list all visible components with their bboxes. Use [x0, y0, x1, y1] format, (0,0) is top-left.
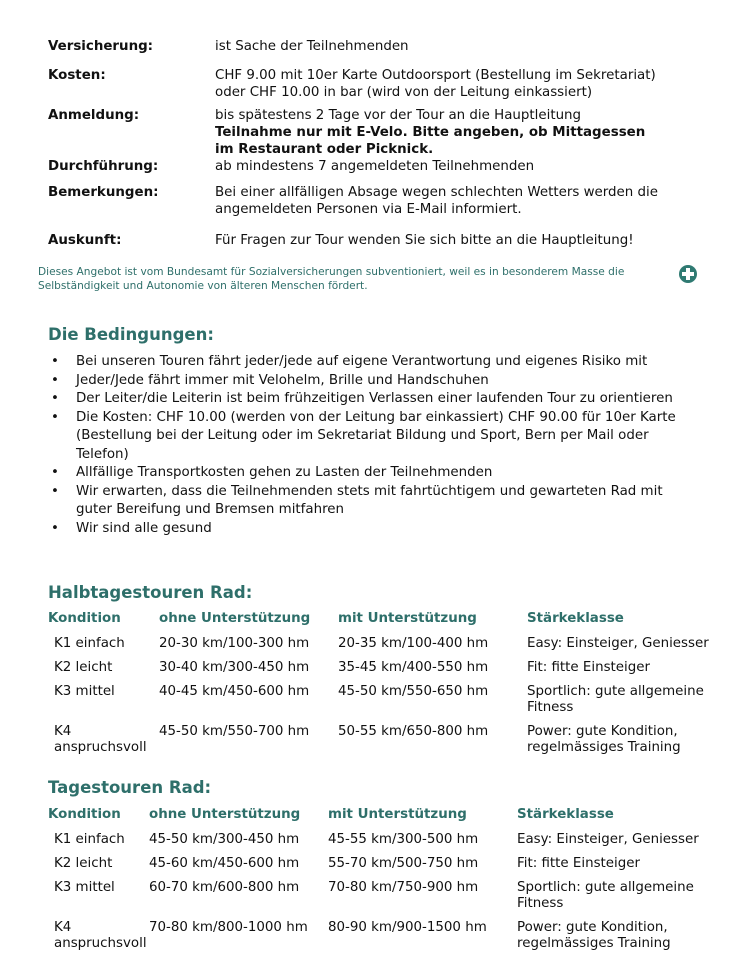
info-label: Kosten: — [48, 68, 106, 83]
full-day-table — [48, 807, 732, 960]
header-staerke: Stärkeklasse — [517, 807, 614, 822]
cell: 45-60 km/450-600 hm — [149, 856, 300, 871]
info-value: CHF 9.00 mit 10er Karte Outdoorsport (Bestellung im Sekretariat) — [215, 68, 656, 83]
header-mit: mit Unterstützung — [328, 807, 467, 822]
cell: K1 einfach — [54, 636, 125, 651]
full-day-title: Tagestouren Rad: — [48, 778, 212, 797]
info-label: Bemerkungen: — [48, 185, 159, 200]
cell: Sportlich: gute allgemeine Fitness — [527, 684, 704, 715]
table-row — [48, 920, 732, 960]
info-row-auskunft — [48, 232, 688, 249]
info-label: Durchführung: — [48, 159, 159, 174]
conditions-title: Die Bedingungen: — [48, 325, 214, 344]
cell: 35-45 km/400-550 hm — [338, 660, 489, 675]
list-item: • Der Leiter/die Leiterin ist beim frühzeitigen Verlassen einer laufenden Tour zu orientieren — [48, 390, 698, 409]
cell: 20-30 km/100-300 hm — [159, 636, 310, 651]
info-value: angemeldeten Personen via E-Mail informiert. — [215, 202, 522, 217]
list-item: • Bei unseren Touren fährt jeder/jede auf eigene Verantwortung und eigenes Risiko mit — [48, 353, 698, 372]
cell: Fit: fitte Einsteiger — [517, 856, 640, 871]
half-day-title: Halbtagestouren Rad: — [48, 583, 253, 602]
info-row-kosten — [48, 67, 688, 101]
header-kondition: Kondition — [48, 611, 121, 626]
cell: Fit: fitte Einsteiger — [527, 660, 650, 675]
cell: K1 einfach — [54, 832, 125, 847]
table-row — [48, 724, 732, 764]
cell: 50-55 km/650-800 hm — [338, 724, 489, 739]
table-header — [48, 807, 732, 832]
info-row-durchfuehrung — [48, 158, 688, 175]
cell: 45-50 km/550-650 hm — [338, 684, 489, 699]
cell: K3 mittel — [54, 684, 115, 699]
header-mit: mit Unterstützung — [338, 611, 477, 626]
info-value: bis spätestens 2 Tage vor der Tour an die Hauptleitung — [215, 108, 582, 123]
cell: Easy: Einsteiger, Geniesser — [527, 636, 709, 651]
header-staerke: Stärkeklasse — [527, 611, 624, 626]
cell: Easy: Einsteiger, Geniesser — [517, 832, 699, 847]
cell: K2 leicht — [54, 660, 113, 675]
half-day-table — [48, 611, 732, 764]
cell: 80-90 km/900-1500 hm — [328, 920, 487, 935]
info-row-versicherung — [48, 38, 688, 55]
conditions-list — [48, 353, 698, 538]
cell: 40-45 km/450-600 hm — [159, 684, 310, 699]
cell: 55-70 km/500-750 hm — [328, 856, 479, 871]
header-kondition: Kondition — [48, 807, 121, 822]
info-value: ist Sache der Teilnehmenden — [215, 39, 409, 54]
info-value: Bei einer allfälligen Absage wegen schlechten Wetters werden die — [215, 185, 659, 200]
table-row — [48, 684, 732, 724]
cell: 70-80 km/750-900 hm — [328, 880, 479, 895]
cell: K4 anspruchsvoll — [54, 724, 147, 755]
plus-circle-icon[interactable] — [679, 265, 697, 283]
header-ohne: ohne Unterstützung — [159, 611, 311, 626]
table-row — [48, 660, 732, 684]
info-row-bemerkungen — [48, 184, 688, 218]
list-item: • Die Kosten: CHF 10.00 (werden von der Leitung bar einkassiert) CHF 90.00 für 10er Karte (Bestellung bei der Leitung oder im Sekretariat Bildung und Sport, Bern per Mail oder Telefon) — [48, 409, 698, 465]
info-row-anmeldung — [48, 107, 688, 158]
list-item: • Wir erwarten, dass die Teilnehmenden stets mit fahrtüchtigem und gewarteten Rad mit guter Bereifung und Bremsen mitfahren — [48, 483, 698, 520]
info-table — [48, 38, 688, 249]
cell: 45-55 km/300-500 hm — [328, 832, 479, 847]
subsidy-note: Dieses Angebot ist vom Bundesamt für Sozialversicherungen subventioniert, weil es in besonderem Masse die Selbständigkeit und Autonomie von älteren Menschen fördert. — [38, 266, 625, 292]
info-label: Anmeldung: — [48, 108, 140, 123]
cell: 30-40 km/300-450 hm — [159, 660, 310, 675]
cell: Power: gute Kondition, regelmässiges Training — [517, 920, 671, 951]
list-item: • Wir sind alle gesund — [48, 520, 698, 539]
cell: K2 leicht — [54, 856, 113, 871]
cell: K4 anspruchsvoll — [54, 920, 147, 951]
info-label: Versicherung: — [48, 39, 154, 54]
header-ohne: ohne Unterstützung — [149, 807, 301, 822]
cell: Power: gute Kondition, regelmässiges Training — [527, 724, 681, 755]
info-value: oder CHF 10.00 in bar (wird von der Leitung einkassiert) — [215, 85, 593, 100]
cell: 60-70 km/600-800 hm — [149, 880, 300, 895]
table-header — [48, 611, 732, 636]
table-row — [48, 636, 732, 660]
table-row — [48, 856, 732, 880]
list-item: • Allfällige Transportkosten gehen zu Lasten der Teilnehmenden — [48, 464, 698, 483]
info-label: Auskunft: — [48, 233, 122, 248]
table-row — [48, 832, 732, 856]
cell: Sportlich: gute allgemeine Fitness — [517, 880, 694, 911]
cell: 45-50 km/300-450 hm — [149, 832, 300, 847]
cell: K3 mittel — [54, 880, 115, 895]
cell: 45-50 km/550-700 hm — [159, 724, 310, 739]
info-value: ab mindestens 7 angemeldeten Teilnehmenden — [215, 159, 535, 174]
list-item: • Jeder/Jede fährt immer mit Velohelm, Brille und Handschuhen — [48, 372, 698, 391]
info-value-bold: Teilnahme nur mit E-Velo. Bitte angeben, ob Mittagessen im Restaurant oder Picknick. — [215, 125, 646, 157]
table-row — [48, 880, 732, 920]
cell: 70-80 km/800-1000 hm — [149, 920, 308, 935]
info-value: Für Fragen zur Tour wenden Sie sich bitte an die Hauptleitung! — [215, 233, 634, 248]
cell: 20-35 km/100-400 hm — [338, 636, 489, 651]
